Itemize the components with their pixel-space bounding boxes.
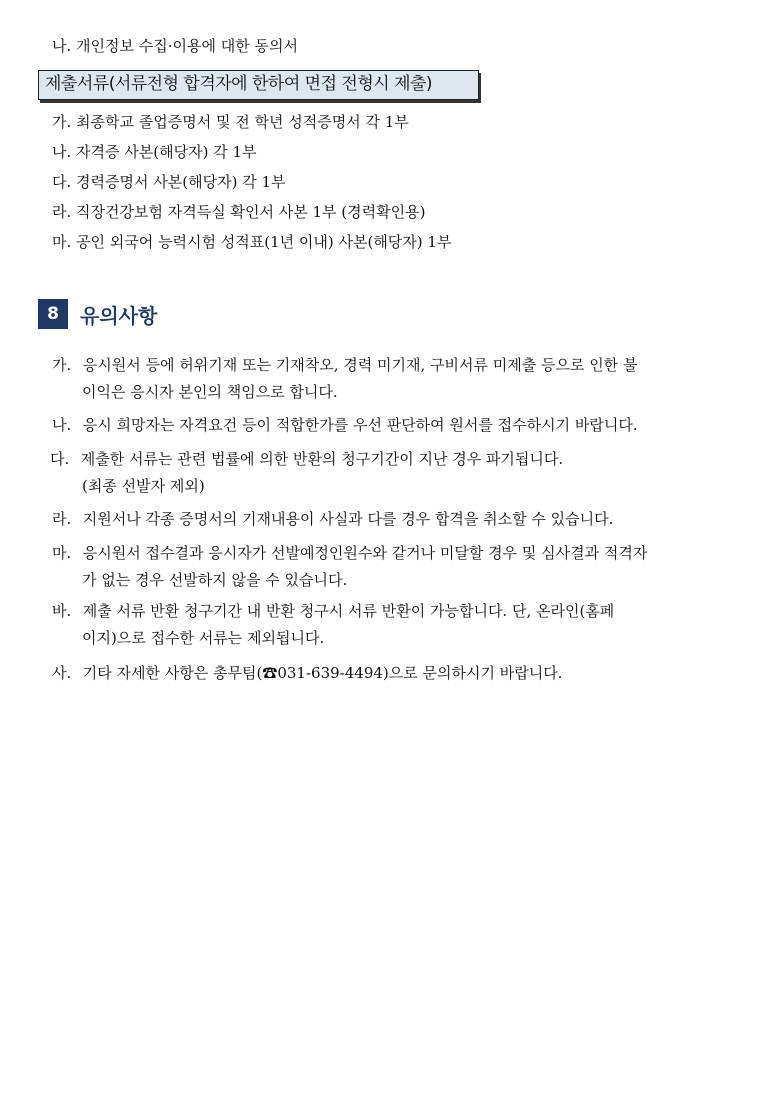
documents-label-box [38,70,479,100]
documents-label: 제출서류(서류전형 합격자에 한하여 면접 전형시 제출) [45,74,433,94]
note-item [52,412,742,439]
list-prefix: 다. [52,173,72,191]
note-prefix: 다. [50,450,70,468]
note-item [52,352,742,406]
document-item [52,142,257,162]
list-text: 공인 외국어 능력시험 성적표(1년 이내) 사본(해당자) 1부 [76,233,452,251]
list-text: 최종학교 졸업증명서 및 전 학년 성적증명서 각 1부 [76,113,409,131]
document-item [52,172,285,192]
note-item [52,446,742,500]
document-item [52,202,425,222]
list-text: 경력증명서 사본(해당자) 각 1부 [76,173,286,191]
list-text: 직장건강보험 자격득실 확인서 사본 1부 (경력확인용) [76,203,426,221]
note-line-continued: 이익은 응시자 본인의 책임으로 합니다. [82,383,338,401]
note-line-continued: 이지)으로 접수한 서류는 제외됩니다. [82,629,325,647]
note-prefix: 바. [52,602,72,620]
note-line: 응시 희망자는 자격요건 등이 적합한가를 우선 판단하여 원서를 접수하시기 바랍니다. [82,416,638,434]
note-line: 응시원서 등에 허위기재 또는 기재착오, 경력 미기재, 구비서류 미제출 등으로 인한 불 [82,356,638,374]
list-prefix: 나. [52,143,72,161]
note-prefix: 마. [52,544,72,562]
list-prefix: 마. [52,233,72,251]
note-item [52,506,742,533]
list-text: 개인정보 수집·이용에 대한 동의서 [76,37,298,55]
document-item [52,112,409,132]
note-line: 기타 자세한 사항은 총무팀(☎031-639-4494)으로 문의하시기 바랍니다. [82,664,563,682]
note-prefix: 사. [52,664,72,682]
list-text: 자격증 사본(해당자) 각 1부 [76,143,257,161]
note-prefix: 나. [52,416,72,434]
note-line-continued: (최종 선발자 제외) [82,477,205,495]
note-prefix: 가. [52,356,72,374]
note-item [52,660,742,687]
document-item [52,232,451,252]
list-prefix: 라. [52,203,72,221]
top-list-item [52,36,298,56]
note-prefix: 라. [52,510,72,528]
note-line: 제출한 서류는 관련 법률에 의한 반환의 청구기간이 지난 경우 파기됩니다. [80,450,564,468]
section-number-badge: 8 [38,299,68,329]
section-heading [38,299,157,329]
note-line-continued: 가 없는 경우 선발하지 않을 수 있습니다. [82,571,348,589]
list-prefix: 가. [52,113,72,131]
note-line: 제출 서류 반환 청구기간 내 반환 청구시 서류 반환이 가능합니다. 단, 온라인(홈페 [82,602,615,620]
note-line: 응시원서 접수결과 응시자가 선발예정인원수와 같거나 미달할 경우 및 심사결과 적격자 [82,544,648,562]
section-title: 유의사항 [80,303,158,328]
note-item [52,540,742,594]
note-item [52,598,742,652]
note-line: 지원서나 각종 증명서의 기재내용이 사실과 다를 경우 합격을 취소할 수 있습니다. [82,510,614,528]
list-prefix: 나. [52,37,72,55]
